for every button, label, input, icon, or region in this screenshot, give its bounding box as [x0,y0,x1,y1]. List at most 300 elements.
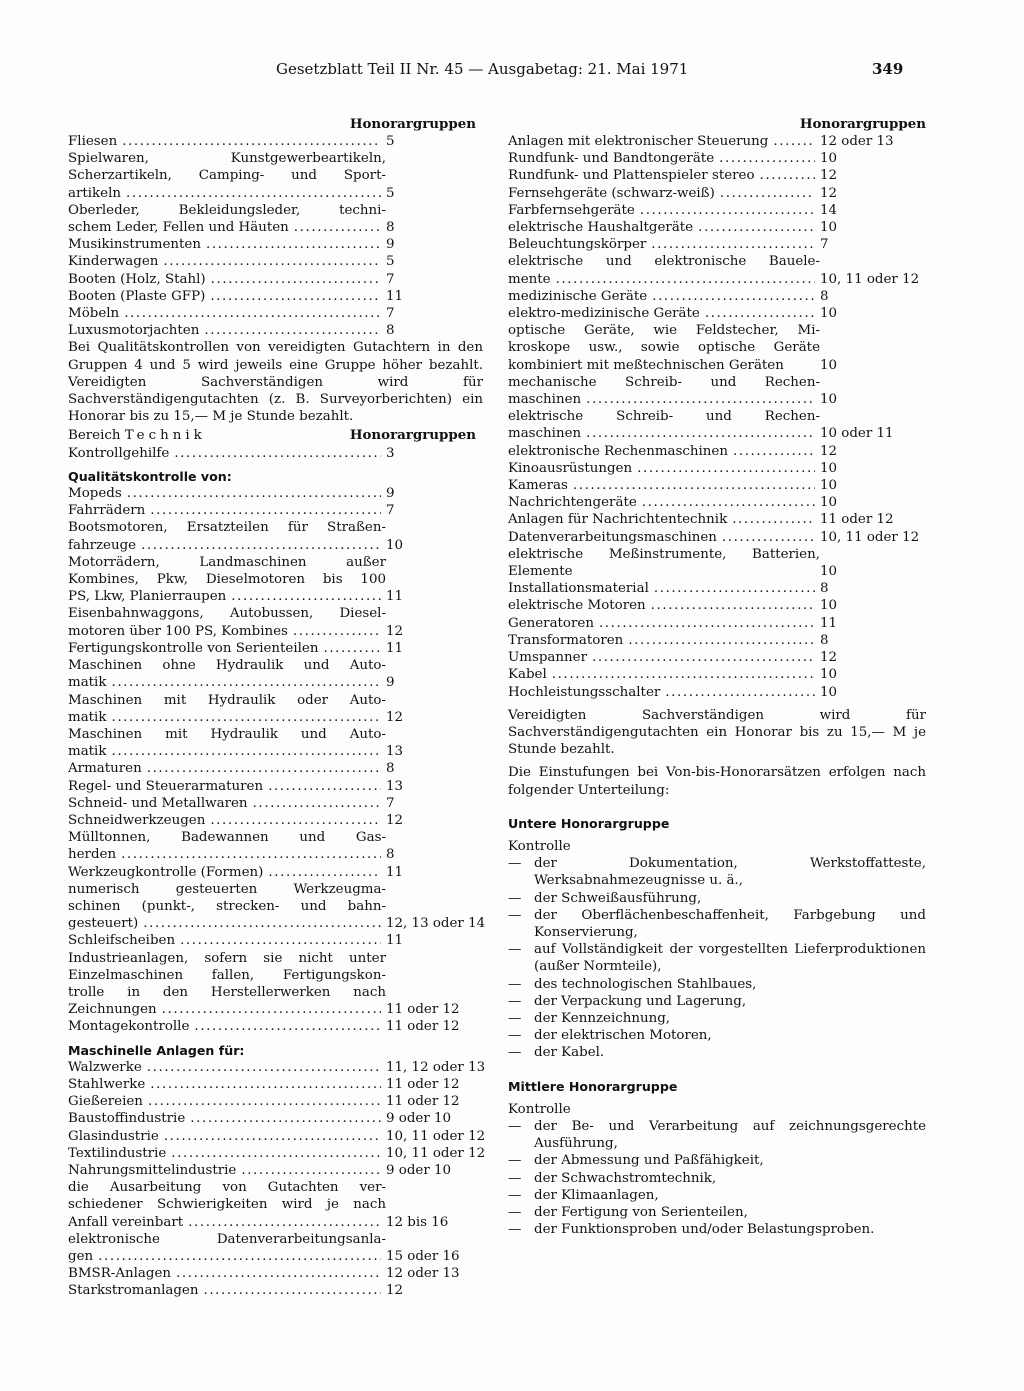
row-value: 12 [820,168,838,184]
dot-leader [194,1018,381,1035]
table-row [508,236,926,253]
table-row [508,649,926,666]
header-title: Gesetzblatt Teil II Nr. 45 — Ausgabetag: 21. Mai 1971 [276,60,689,78]
table-row [508,477,926,494]
list-item [508,1187,926,1204]
row-label-line: Maschinen mit Hydraulik oder Auto- [68,692,386,708]
row-value: 8 [386,761,395,777]
table-row [68,778,483,795]
row-label-line: elektro-medizinische Geräte [508,306,700,322]
row-value: 11 [386,640,404,656]
row-label [68,236,386,253]
dot-leader [592,649,815,666]
row-label-line: matik [68,744,107,760]
row-label [508,529,820,546]
row-label [68,1145,386,1162]
row-label [68,271,386,288]
row-label-line: Scherzartikeln, Camping- und Sport- [68,168,386,184]
heading-mittlere-honorargruppe: Mittlere Honorargruppe [508,1078,678,1094]
row-value: 12, 13 oder 14 [386,916,486,932]
row-label [68,881,386,933]
table-row [68,795,483,812]
table-row [68,305,483,322]
row-label [508,460,820,477]
row-value: 10 [820,151,838,167]
row-label-lines [68,519,386,536]
row-label-line: Fahrrädern [68,503,146,519]
dash-marker: — [508,942,522,958]
row-label-line: Starkstromanlagen [68,1283,199,1299]
table-row [68,202,483,236]
row-label [68,1018,386,1035]
dot-leader [293,623,381,640]
list-item-text: der Schweißausführung, [534,890,702,906]
dash-marker: — [508,1170,522,1186]
row-label-line: Industrieanlagen, sofern sie nicht unter [68,950,386,966]
row-label-line: schem Leder, Fellen und Häuten [68,220,289,236]
row-label [508,236,820,253]
row-label-line: Rundfunk- und Bandtongeräte [508,151,715,167]
table-row [68,554,483,606]
row-label [68,1076,386,1093]
row-label [68,150,386,202]
list-item [508,1221,926,1238]
row-label-lines [68,605,386,622]
table-row [508,167,926,184]
list-item [508,1118,926,1152]
dot-leader [206,236,381,253]
row-value: 8 [386,847,395,863]
list-item [508,1204,926,1221]
list-item [508,855,926,889]
row-value: 12 [386,812,404,828]
dot-leader [171,1145,381,1162]
dot-leader [210,288,381,305]
row-label-line: Einzelmaschinen fallen, Fertigungskon- [68,967,386,983]
paragraph-einstufungen: Die Einstufungen bei Von-bis-Honorarsätzen erfolgen nach folgender Unterteilung: [508,765,926,798]
list-item-text: der Kennzeichnung, [534,1010,671,1026]
table-row [508,443,926,460]
paragraph-sachverstaendige: Vereidigten Sachverständigen wird für Sachverständigengutachten ein Honorar bis zu 15,— M je Stunde bezahlt. [508,707,926,758]
row-value: 10 [820,667,838,683]
row-label [508,374,820,408]
left-column [68,116,486,1300]
table-row [508,288,926,305]
dash-marker: — [508,1204,522,1220]
row-value: 15 oder 16 [386,1249,460,1264]
row-label [508,649,820,666]
dot-leader [651,597,815,614]
row-value: 10 [820,684,838,700]
dot-leader [150,502,381,519]
table-row [68,133,483,150]
dot-leader [599,615,815,632]
table-row [68,236,483,253]
row-label-line: Schneid- und Metallwaren [68,795,248,811]
row-value: 10 [820,392,838,408]
table-row [68,657,483,691]
dot-leader [637,460,815,477]
list-item-text: der Kabel. [534,1045,605,1061]
row-value: 11 oder 12 [386,1002,460,1018]
subhead-maschinelle-anlagen: Maschinelle Anlagen für: [68,1042,245,1058]
dot-leader [651,236,815,253]
row-label-line: elektrische Haushaltgeräte [508,220,694,236]
row-value: 7 [386,306,395,322]
list-item [508,993,926,1010]
row-label-lines [508,253,820,270]
dot-leader [719,150,815,167]
paragraph-gutachter: Bei Qualitätskontrollen von vereidigten Gutachtern in den Gruppen 4 und 5 wird jeweils eine Gruppe höher bezahlt. Vereidigten Sachverständigen wird für Sachverständigengutachten (z. B. Surveyorberichten) ein Honorar bis zu 15,— M je Stunde bezahlt. [68,340,483,425]
table-row [508,684,926,701]
list-item [508,941,926,975]
row-value: 13 [386,778,404,794]
row-value: 10, 11 oder 12 [820,271,920,287]
heading-untere-honorargruppe: Untere Honorargruppe [508,815,670,831]
table-row [68,950,483,1019]
row-label-line: Kontrollgehilfe [68,445,170,461]
row-label [508,219,820,236]
dash-marker: — [508,856,522,872]
group-heading-right: Honorargruppen [799,116,926,132]
table-row [508,185,926,202]
dot-leader [190,1110,381,1127]
dot-leader [640,202,815,219]
row-label-line: Montagekontrolle [68,1019,190,1035]
dot-leader [204,322,381,339]
table-row [68,1018,483,1035]
row-label-line: Transformatoren [508,632,624,648]
row-label [508,202,820,219]
list-item-text: der Funktionsproben und/oder Belastungsproben. [534,1222,875,1238]
row-value: 10 [820,478,838,494]
row-label [508,684,820,701]
dot-leader [720,185,815,202]
row-value: 11 oder 12 [386,1076,460,1092]
untere-list [508,855,926,1061]
row-label-line: artikeln [68,185,121,201]
row-label [68,322,386,339]
dot-leader [628,632,815,649]
row-label-line: Oberleder, Bekleidungsleder, techni- [68,202,386,218]
dot-leader [163,253,381,270]
row-label [508,666,820,683]
dot-leader [760,167,815,184]
row-label [68,605,386,639]
dash-marker: — [508,890,522,906]
list-item-text: der Dokumentation, Werkstoffatteste, Werksabnahmezeugnisse u. ä., [534,856,926,889]
list-item-text: der Schwachstromtechnik, [534,1170,717,1186]
dot-leader [294,219,381,236]
row-label-line: Musikinstrumenten [68,237,201,253]
row-label-lines [68,150,386,184]
row-label-line: Glasindustrie [68,1128,159,1144]
row-label-line: Armaturen [68,761,142,777]
table-row [508,529,926,546]
row-label [68,726,386,760]
row-label-line: Eisenbahnwaggons, Autobussen, Diesel- [68,606,386,622]
list-item-text: auf Vollständigkeit der vorgestellten Lieferproduktionen (außer Normteile), [534,942,926,975]
row-label-line: BMSR-Anlagen [68,1266,172,1282]
row-value: 12 oder 13 [820,134,894,149]
dot-leader [188,1214,381,1231]
mittlere-kontrolle: Kontrolle [508,1101,571,1117]
row-label [68,778,386,795]
row-label [508,477,820,494]
table-row [68,150,483,202]
row-label-lines [68,202,386,219]
table-row [508,546,926,580]
row-label [508,167,820,184]
row-label [68,812,386,829]
row-value: 11 [386,589,404,605]
table-row [68,1076,483,1093]
row-label-line: maschinen [508,426,582,442]
row-label-line: elektrische Schreib- und Rechen- [508,409,820,425]
list-item [508,1152,926,1169]
row-label-line: Generatoren [508,615,594,631]
table-row [68,519,483,553]
row-value: 10 oder 11 [820,426,894,442]
dot-leader [162,1001,381,1018]
table-row [508,133,926,150]
row-label-line: Mopeds [68,486,122,502]
row-label-line: Beleuchtungskörper [508,237,647,253]
bereich-text: Bereich [68,428,121,444]
row-value: 10 [820,460,838,476]
table-row [68,1128,486,1145]
row-value: 8 [386,220,395,236]
dash-marker: — [508,976,522,992]
dash-marker: — [508,1045,522,1061]
table-row [68,253,483,270]
table-row [68,1231,483,1265]
dot-leader [773,133,815,150]
row-value: 11 [386,288,404,304]
dot-leader [203,1282,381,1299]
row-label [68,1231,386,1265]
row-label-lines [508,374,820,391]
dash-marker: — [508,1222,522,1238]
table-row [508,374,926,408]
row-label-line: Werkzeugkontrolle (Formen) [68,864,264,880]
bereich-heading: Honorargruppen [349,427,476,444]
table-row [68,864,483,881]
row-label-line: Gießereien [68,1094,143,1110]
dot-leader [323,640,381,657]
table-row [508,408,926,442]
table-row [508,202,926,219]
subhead-qualitaetskontrolle: Qualitätskontrolle von: [68,468,232,484]
table-row [68,445,483,462]
list-item-text: der Klimaanlagen, [534,1187,659,1203]
row-label-line: motoren über 100 PS, Kombines [68,623,288,639]
dot-leader [174,445,381,462]
row-label-line: fahrzeuge [68,537,137,553]
row-value: 5 [386,134,395,149]
dot-leader [665,684,815,701]
row-label-line: Rundfunk- und Plattenspieler stereo [508,168,755,184]
list-item-text: der Fertigung von Serienteilen, [534,1204,748,1220]
row-label-lines [68,829,386,846]
table-row [68,322,483,339]
row-label [508,133,820,150]
row-label-line: Nahrungsmittelindustrie [68,1162,237,1178]
row-label [508,615,820,632]
row-value: 12 [820,650,838,666]
table-row [68,726,483,760]
row-label-lines [68,1179,386,1213]
list-item [508,976,926,993]
row-label [68,502,386,519]
table-row [68,605,483,639]
list-item-text: der elektrischen Motoren, [534,1028,712,1044]
dot-leader [652,288,815,305]
row-label [68,864,386,881]
item-list-kontrollgehilfe [68,445,483,462]
dot-leader [210,812,381,829]
row-label [68,133,386,150]
row-label-line: Fliesen [68,134,118,149]
item-list-c [68,1059,486,1300]
row-label-line: herden [68,847,117,863]
row-value: 12 [386,709,404,725]
row-label-line: PS, Lkw, Planierraupen [68,589,227,605]
dot-leader [552,666,815,683]
row-value: 5 [386,185,395,201]
dot-leader [141,537,381,554]
dot-leader [241,1162,381,1179]
row-value: 12 oder 13 [386,1266,460,1282]
row-label [508,288,820,305]
row-label-line: Mülltonnen, Badewannen und Gas- [68,830,386,846]
row-label [508,408,820,442]
table-row [68,1179,483,1231]
row-label [68,657,386,691]
dot-leader [148,1093,381,1110]
row-value: 7 [386,503,395,519]
row-label-line: Regel- und Steuerarmaturen [68,778,264,794]
table-row [508,666,926,683]
row-label [508,632,820,649]
row-label-line: kroskope usw., sowie optische Geräte [508,340,820,356]
row-value: 5 [386,254,395,270]
row-value: 10, 11 oder 12 [386,1128,486,1144]
list-item [508,1044,926,1061]
row-value: 9 oder 10 [386,1162,452,1178]
row-label [508,253,820,287]
row-label [68,1265,386,1282]
row-label [68,305,386,322]
dot-leader [176,1265,381,1282]
table-row [508,580,926,597]
dash-marker: — [508,907,522,923]
table-row [68,760,483,777]
row-label [68,640,386,657]
row-label-line: gesteuert) [68,916,139,932]
group-heading: Honorargruppen [349,116,476,132]
dot-leader [722,529,815,546]
dot-leader [147,1059,381,1076]
table-row [68,932,483,949]
row-label [68,519,386,553]
dash-marker: — [508,1118,522,1134]
row-label-line: elektrische und elektronische Bauele- [508,254,820,270]
row-label-line: schiedener Schwierigkeiten wird je nach [68,1197,386,1213]
row-label-line: Textilindustrie [68,1145,167,1161]
dot-leader [164,1128,381,1145]
table-row [68,1059,486,1076]
table-row [508,632,926,649]
row-label-lines [68,726,386,743]
row-label-line: Zeichnungen [68,1002,157,1018]
row-label [68,950,386,1019]
dot-leader [253,795,381,812]
row-value: 12 bis 16 [386,1214,449,1230]
row-label-line: die Ausarbeitung von Gutachten ver- [68,1180,386,1196]
row-label [68,253,386,270]
row-label-lines [68,1231,386,1248]
row-label-line: Installationsmaterial [508,581,649,597]
dot-leader [211,271,381,288]
dot-leader [698,219,815,236]
row-value: 10 [820,598,838,614]
row-label-line: Nachrichtengeräte [508,495,637,511]
row-value: 11 [386,933,404,949]
row-label [508,597,820,614]
dot-leader [642,494,815,511]
list-item [508,890,926,907]
table-row [508,322,926,374]
list-item-text: der Be- und Verarbeitung auf zeichnungsgerechte Ausführung, [534,1118,926,1152]
page-header [0,61,1024,81]
row-value: 13 [386,744,404,760]
row-value: 7 [386,795,395,811]
dot-leader [111,709,381,726]
row-label [68,554,386,606]
dot-leader [126,185,381,202]
row-value: 11 oder 12 [386,1019,460,1035]
row-label-line: Maschinen mit Hydraulik und Auto- [68,726,386,742]
row-label [68,795,386,812]
row-value: 11, 12 oder 13 [386,1059,486,1075]
table-row [508,615,926,632]
dot-leader [556,271,815,288]
row-label-line: Hochleistungsschalter [508,684,661,700]
list-item-text: des technologischen Stahlbaues, [534,976,757,992]
table-row [68,812,483,829]
item-list-right [508,133,926,701]
table-row [68,692,483,726]
row-value: 9 [386,675,395,691]
dot-leader [733,443,815,460]
dash-marker: — [508,1028,522,1044]
row-label-line: Luxusmotorjachten [68,323,200,339]
row-label [508,546,820,580]
table-row [68,1110,483,1127]
row-label-line: Farbfernsehgeräte [508,202,635,218]
row-label-line: Fertigungskontrolle von Serienteilen [68,640,319,656]
row-label-line: Anlagen mit elektronischer Steuerung [508,134,769,149]
row-label-line: maschinen [508,392,582,408]
row-label-lines [68,950,386,1002]
row-label [68,445,386,462]
table-row [68,485,483,502]
dot-leader [268,778,381,795]
row-label [68,692,386,726]
row-label-line: elektrische Motoren [508,598,646,614]
table-row [68,1265,483,1282]
